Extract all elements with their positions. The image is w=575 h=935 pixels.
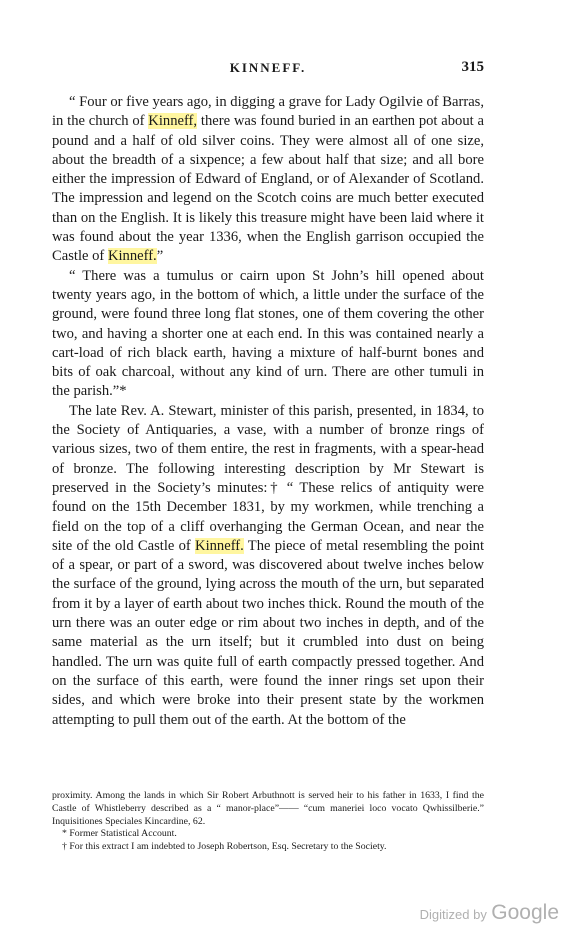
text-segment: “ Four or five years ago, in digging a grave for Lady Ogilvie of Barras, in the church of — [52, 94, 484, 130]
page-header — [52, 60, 484, 80]
footnote: proximity. Among the lands in which Sir Robert Arbuthnott is served heir to his father in 1633, I find the Castle of Whistleberry described as a “ manor-place”—— “cum maneriei loco vocato Qwhissilberie.” Inquisitiones Speciales Kincardine, 62. — [52, 790, 484, 827]
text-segment: ” — [156, 248, 164, 265]
page-number: 315 — [461, 59, 484, 75]
text-segment: The piece of metal resembling the point of a spear, or part of a sword, was discovered about twelve inches below the surface of the ground, lying across the mouth of the urn, but separated from it by a layer of earth about two inches thick. Round the mouth of the urn there was an outer edge or rim about two inches in depth, and of the same material as the urn itself; but it crumbled into dust on being handled. The urn was quite full of earth compactly pressed together. And on the surface of this earth, were found the inner rings set upon their sides, and which were broke into their present state by the workmen attempting to pull them out of the earth. At the bottom of the — [52, 537, 484, 728]
body-paragraph — [52, 402, 484, 730]
text-segment: “ There was a tumulus or cairn upon St John’s hill opened about twenty years ago, in the bottom of which, a little under the surface of the ground, were found three long flat stones, one of them covering the other two, and having a shorter one at each end. In this was contained nearly a cart-load of rich black earth, having a mixture of half-burnt bones and bits of oak charcoal, without any kind of urn. There are other tumuli in the parish.”* — [52, 267, 484, 400]
footnote: * Former Statistical Account. — [62, 828, 177, 840]
google-watermark — [420, 901, 559, 925]
highlighted-term: Kinneff. — [107, 248, 157, 265]
running-title: KINNEFF. — [229, 60, 307, 75]
watermark-brand: Google — [491, 901, 559, 924]
watermark-prefix: Digitized by — [419, 907, 487, 922]
text-segment: The late Rev. A. Stewart, minister of this parish, presented, in 1834, to the Society of Antiquaries, a vase, with a number of bronze rings of various sizes, two of them entire, the rest in fragments, with a spear-head of bronze. The following interesting description by Mr Stewart is preserved in the Society’s minutes:† “ These relics of antiquity were found on the 15th December 1831, by my workmen, while trenching a field on the top of a cliff overhanging the German Ocean, and near the site of the old Castle of — [52, 402, 484, 554]
text-segment: there was found buried in an earthen pot about a pound and a half of old silver coins. They were almost all of one size, about the breadth of a sixpence; a few about half that size; and all bore either the impression of Edward of England, or of Alexander of Scotland. The impression and legend on the Scotch coins are much better executed than on the English. It is likely this treasure might have been laid where it was found about the year 1336, when the English garrison occupied the Castle of — [52, 113, 484, 265]
footnotes — [52, 790, 484, 854]
highlighted-term: Kinneff, — [148, 113, 198, 130]
highlighted-term: Kinneff. — [195, 537, 244, 554]
body-paragraph — [52, 267, 484, 402]
body-paragraph — [52, 93, 484, 267]
footnote: † For this extract I am indebted to Joseph Robertson, Esq. Secretary to the Society. — [62, 841, 387, 853]
body-text — [52, 93, 484, 730]
